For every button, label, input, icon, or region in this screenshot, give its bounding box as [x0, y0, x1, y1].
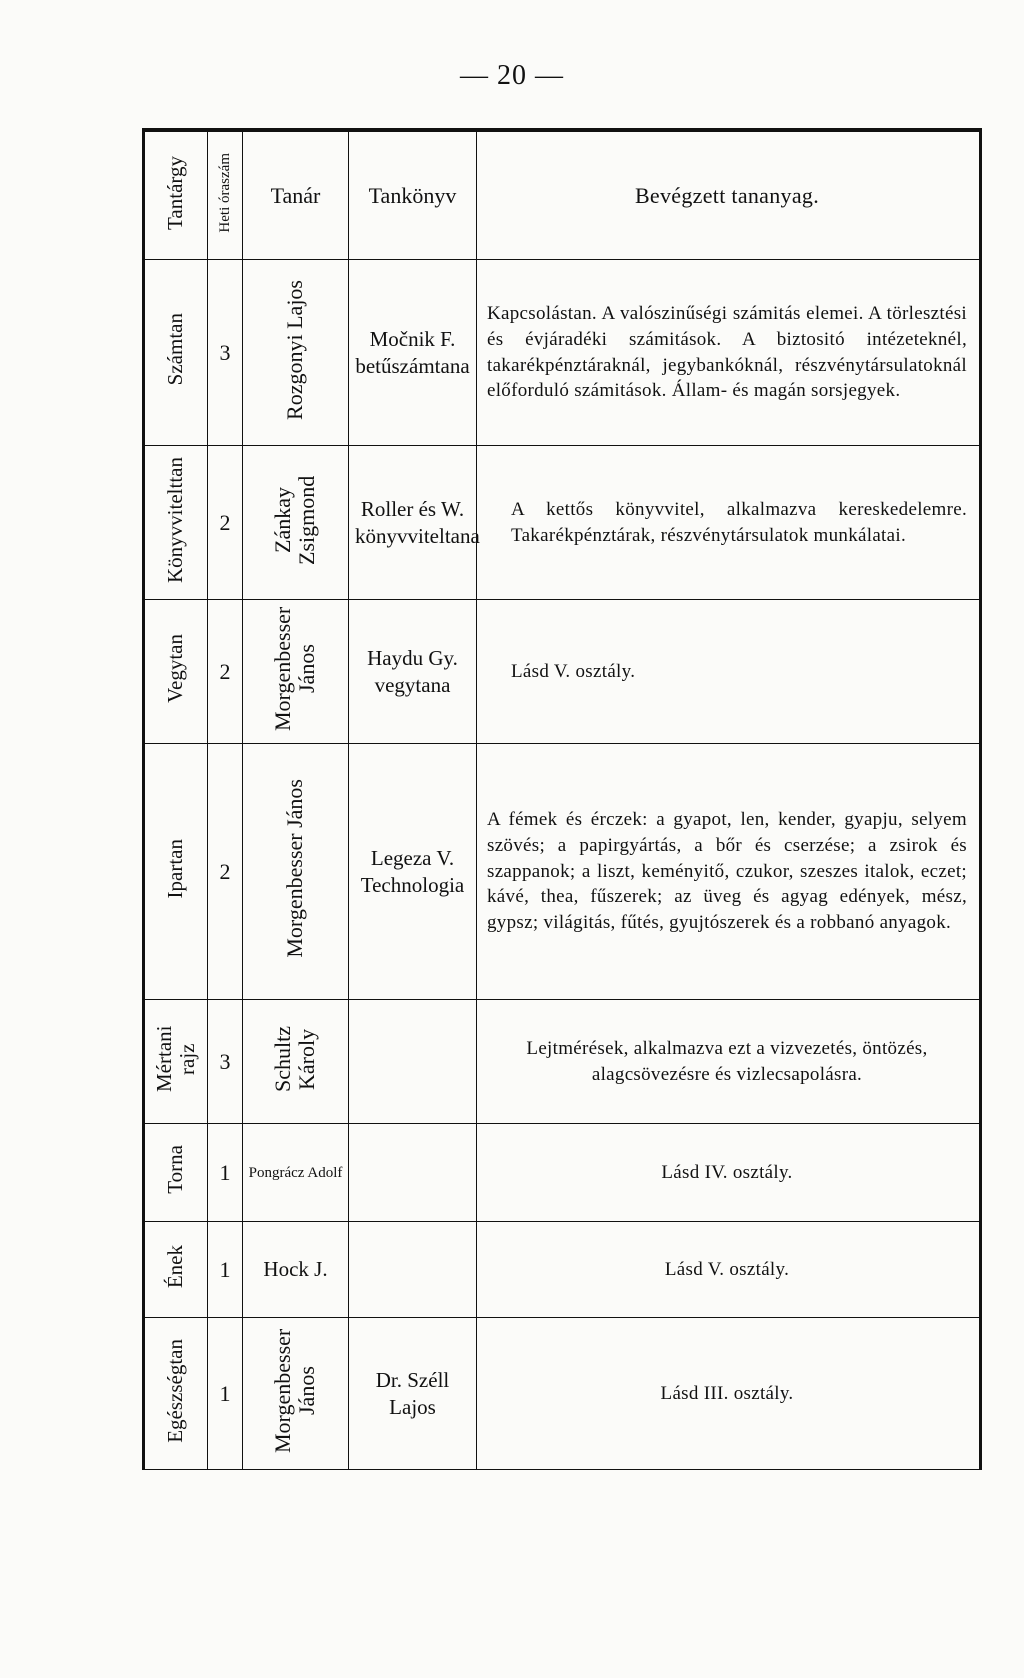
teacher-cell: Morgenbesser János — [243, 744, 349, 1000]
table-row — [145, 260, 980, 446]
content-cell: Lásd V. osztály. — [477, 1222, 980, 1318]
hours-cell: 2 — [208, 446, 243, 600]
textbook-cell: Roller és W. könyvviteltana — [349, 446, 477, 600]
subject-cell: Ének — [145, 1222, 208, 1318]
subject-cell: Vegytan — [145, 600, 208, 744]
curriculum-table — [144, 131, 980, 1470]
teacher-cell: Morgenbesser János — [243, 1318, 349, 1470]
table-row — [145, 1124, 980, 1222]
hours-cell: 1 — [208, 1124, 243, 1222]
teacher-cell: Zánkay Zsigmond — [243, 446, 349, 600]
textbook-cell: Legeza V. Technologia — [349, 744, 477, 1000]
teacher-cell: Hock J. — [243, 1222, 349, 1318]
textbook-cell: Močnik F. betűszámtana — [349, 260, 477, 446]
textbook-cell — [349, 1000, 477, 1124]
table-row — [145, 1222, 980, 1318]
subject-cell: Torna — [145, 1124, 208, 1222]
hours-cell: 1 — [208, 1318, 243, 1470]
hours-cell: 3 — [208, 260, 243, 446]
teacher-cell: Pongrácz Adolf — [243, 1124, 349, 1222]
textbook-cell — [349, 1222, 477, 1318]
teacher-cell: Rozgonyi Lajos — [243, 260, 349, 446]
hours-cell: 2 — [208, 744, 243, 1000]
subject-cell: Ipartan — [145, 744, 208, 1000]
table-row — [145, 744, 980, 1000]
teacher-cell: Schultz Károly — [243, 1000, 349, 1124]
header-textbook: Tankönyv — [349, 132, 477, 260]
content-cell: A fémek és érczek: a gyapot, len, kender, gyapju, selyem szövés; a papirgyártás, a bőr és cserzése; a zsirok és szappanok; a liszt, keményitő, czukor, szeszes italok, eczet; kávé, thea, fűszerek; az üveg és agyag edények, mész, gypsz; világitás, fűtés, gyujtószerek és a robbanó anyagok. — [477, 744, 980, 1000]
table-row — [145, 1000, 980, 1124]
hours-cell: 3 — [208, 1000, 243, 1124]
table-row — [145, 1318, 980, 1470]
textbook-cell — [349, 1124, 477, 1222]
header-content: Bevégzett tananyag. — [477, 132, 980, 260]
textbook-cell: Haydu Gy. vegytana — [349, 600, 477, 744]
content-cell: Lásd V. osztály. — [477, 600, 980, 744]
header-subject: Tantárgy — [145, 132, 208, 260]
table-row — [145, 600, 980, 744]
hours-cell: 1 — [208, 1222, 243, 1318]
teacher-cell: Morgenbesser János — [243, 600, 349, 744]
content-cell: Lásd III. osztály. — [477, 1318, 980, 1470]
content-cell: A kettős könyvvitel, alkalmazva kereskedelemre. Takarékpénztárak, részvénytársulatok munkálatai. — [477, 446, 980, 600]
curriculum-table-frame — [142, 128, 982, 1470]
page-number: — 20 — — [460, 60, 564, 91]
subject-cell: Egészségtan — [145, 1318, 208, 1470]
header-teacher: Tanár — [243, 132, 349, 260]
content-cell: Lejtmérések, alkalmazva ezt a vizvezetés, öntözés, alagcsövezésre és vizlecsapolásra. — [477, 1000, 980, 1124]
textbook-cell: Dr. Széll Lajos — [349, 1318, 477, 1470]
header-hours: Heti óraszám — [208, 132, 243, 260]
content-cell: Kapcsolástan. A valószinűségi számitás elemei. A törlesztési és évjáradéki számitások. A biztositó intézeteknél, takarékpénztáraknál, jegybankóknál, részvénytársulatoknál előforduló számitások. Állam- és magán sorsjegyek. — [477, 260, 980, 446]
subject-cell: Számtan — [145, 260, 208, 446]
content-cell: Lásd IV. osztály. — [477, 1124, 980, 1222]
hours-cell: 2 — [208, 600, 243, 744]
subject-cell: Könyvvitelttan — [145, 446, 208, 600]
subject-cell: Mértani rajz — [145, 1000, 208, 1124]
header-row — [145, 132, 980, 260]
table-row — [145, 446, 980, 600]
